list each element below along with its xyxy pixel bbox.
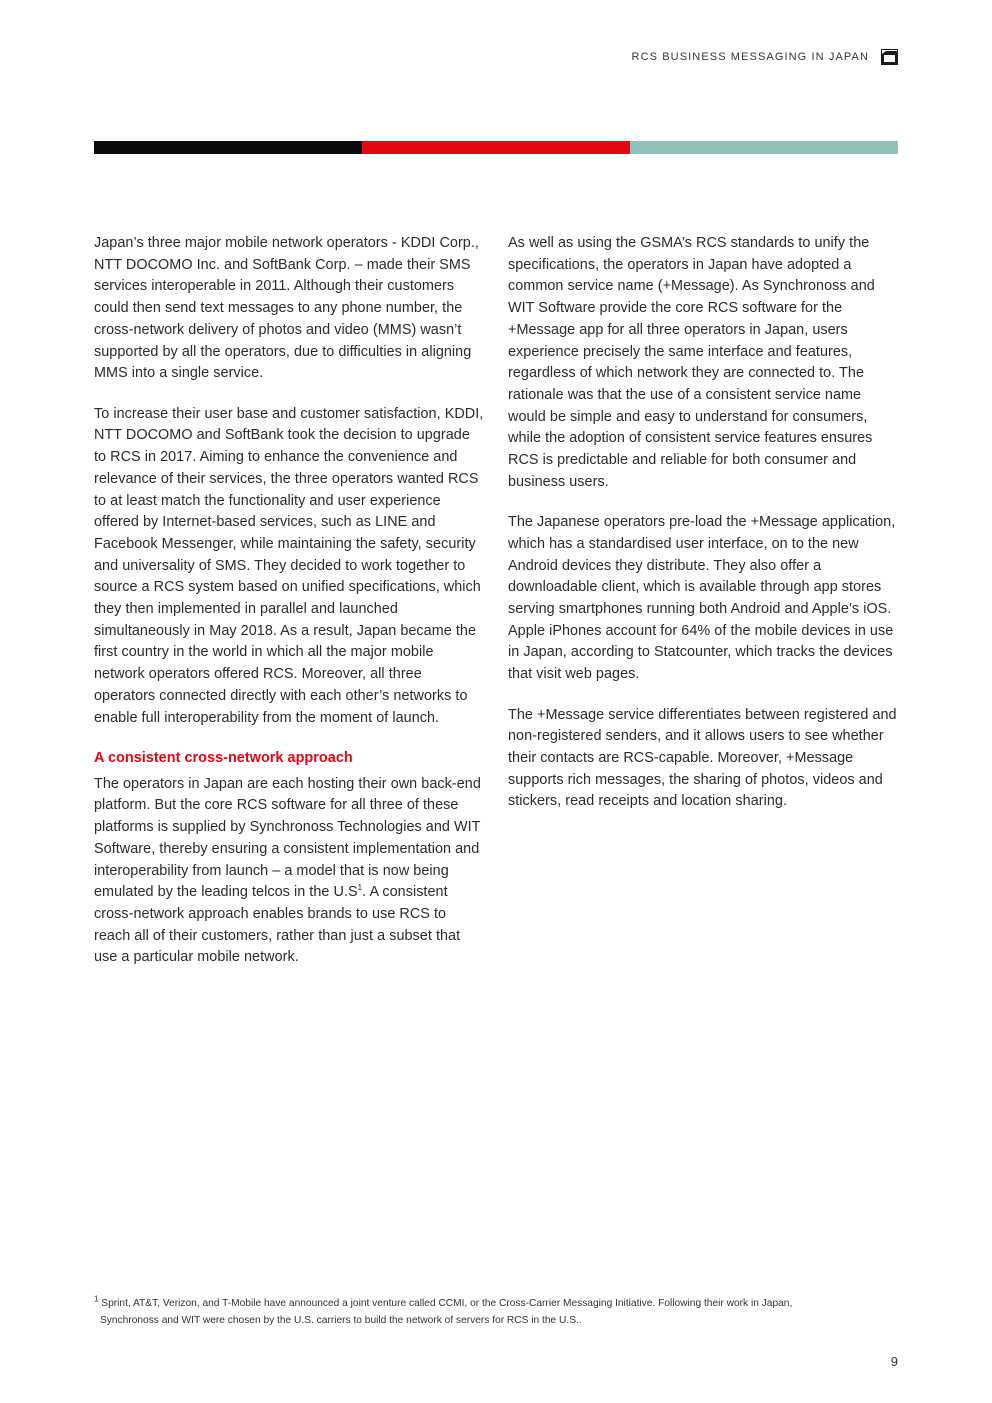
footnote-line-2: Synchronoss and WIT were chosen by the U.S. carriers to build the network of servers for RCS in the U.S.. [100,1314,582,1326]
left-paragraph-2: To increase their user base and customer satisfaction, KDDI, NTT DOCOMO and SoftBank took the decision to upgrade to RCS in 2017. Aiming to enhance the convenience and relevance of their services, the three operators wanted RCS to at least match the functionality and user experience offered by Internet-based services, such as LINE and Facebook Messenger, while maintaining the safety, security and universality of SMS. They decided to work together to source a RCS system based on unified specifications, which they then implemented in parallel and launched simultaneously in May 2018. As a result, Japan became the first country in the world in which all the major mobile network operators offered RCS. Moreover, all three operators connected directly with each other’s networks to enable full interoperability from the moment of launch. [94,405,484,726]
divider-segment-teal [630,141,898,154]
footnote-line-1 [94,1296,894,1313]
header-title: RCS BUSINESS MESSAGING IN JAPAN [631,51,869,63]
footnote-reference[interactable]: 1 [357,883,363,893]
footnote-text-1: Sprint, AT&T, Verizon, and T-Mobile have announced a joint venture called CCMI, or the Cross-Carrier Messaging Initiative. Following their work in Japan, [101,1298,793,1309]
left-paragraph-3 [94,774,486,969]
left-paragraph-3-part-2: . A consistent cross-network approach enables brands to use RCS to reach all of their customers, rather than just a subset that use a particular mobile network. [94,884,461,966]
right-column [508,233,900,832]
color-divider-bar [94,141,898,154]
section-subheading: A consistent cross-network approach [94,750,353,767]
divider-segment-red [362,141,630,154]
page-number: 9 [890,1354,898,1369]
left-paragraph-1: Japan’s three major mobile network operators - KDDI Corp., NTT DOCOMO Inc. and SoftBank Corp. – made their SMS services interoperable in 2011. Although their customers could then send text messages to any phone number, the cross-network delivery of photos and video (MMS) wasn’t supported by all the operators, due to difficulties in aligning MMS into a single service. [94,235,479,382]
left-column [94,233,486,988]
page-header [632,49,898,65]
home-icon[interactable] [881,49,898,65]
right-paragraph-2: The Japanese operators pre-load the +Message application, which has a standardised user interface, on to the new Android devices they distribute. They also offer a downloadable client, which is available through app stores serving smartphones running both Android and Apple’s iOS. Apple iPhones account for 64% of the mobile devices in use in Japan, according to Statcounter, which tracks the devices that visit web pages. [508,514,896,683]
right-paragraph-1: As well as using the GSMA’s RCS standards to unify the specifications, the operators in Japan have adopted a common service name (+Message). As Synchronoss and WIT Software provide the core RCS software for the +Message app for all three operators in Japan, users experience precisely the same interface and features, regardless of which network they are connected to. The rationale was that the use of a consistent service name would be simple and easy to understand for consumers, while the adoption of consistent service features ensures RCS is predictable and reliable for both consumer and business users. [508,235,875,490]
footnote [94,1296,894,1329]
left-paragraph-3-part-1: The operators in Japan are each hosting their own back-end platform. But the core RCS software for all three of these platforms is supplied by Synchronoss Technologies and WIT Software, thereby ensuring a consistent implementation and interoperability from launch – a model that is now being emulated by the leading telcos in the U.S [94,775,481,901]
right-paragraph-3: The +Message service differentiates between registered and non-registered senders, and it allows users to see whether their contacts are RCS-capable. Moreover, +Message supports rich messages, the sharing of photos, videos and stickers, read receipts and location sharing. [508,706,897,810]
footnote-marker: 1 [94,1294,99,1304]
divider-segment-black [94,141,362,154]
